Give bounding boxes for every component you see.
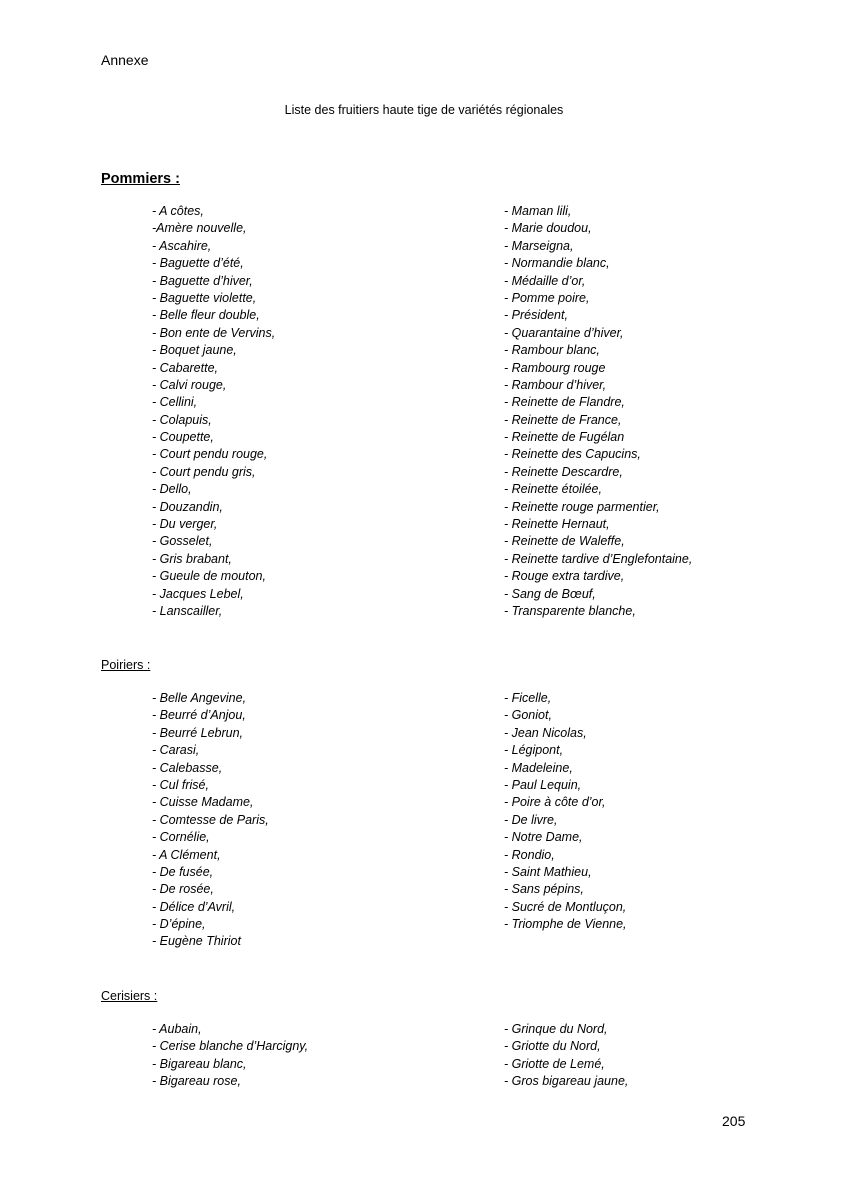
- list-item: - Dello,: [152, 482, 192, 497]
- list-item: - Calebasse,: [152, 760, 223, 775]
- list-item: - Gosselet,: [152, 534, 213, 549]
- list-item: - Calvi rouge,: [152, 377, 227, 392]
- list-item: - Belle fleur double,: [152, 308, 260, 323]
- list-item: - De fusée,: [152, 864, 214, 879]
- poiriers-list-right: [504, 690, 627, 933]
- list-item: - Reinette étoilée,: [504, 482, 602, 497]
- list-item: - Transparente blanche,: [504, 603, 636, 618]
- list-item: - Médaille d’or,: [504, 273, 586, 288]
- list-item: - Goniot,: [504, 708, 552, 723]
- list-item: - Gris brabant,: [152, 551, 232, 566]
- list-item: - Sucré de Montluçon,: [504, 899, 627, 914]
- list-item: - Ficelle,: [504, 691, 552, 705]
- list-item: - Reinette de France,: [504, 412, 622, 427]
- section-heading-cerisiers: Cerisiers :: [101, 989, 158, 1003]
- list-item: - Cornélie,: [152, 830, 210, 845]
- list-item: - Carasi,: [152, 743, 200, 758]
- list-item: - A côtes,: [152, 204, 204, 218]
- list-item: - Beurré Lebrun,: [152, 725, 244, 740]
- cerisiers-list-right: [504, 1021, 628, 1091]
- list-item: - A Clément,: [152, 847, 221, 862]
- list-item: - Beurré d’Anjou,: [152, 708, 246, 723]
- list-item: - Court pendu gris,: [152, 464, 256, 479]
- list-item: - Gros bigareau jaune,: [504, 1074, 629, 1089]
- list-item: - Quarantaine d’hiver,: [504, 325, 624, 340]
- cerisiers-list-left: [152, 1021, 308, 1091]
- list-item: - Rambour blanc,: [504, 343, 600, 358]
- list-item: - Pomme poire,: [504, 290, 590, 305]
- list-item: - Madeleine,: [504, 760, 573, 775]
- list-item: - Du verger,: [152, 517, 218, 532]
- list-item: - Aubain,: [152, 1022, 202, 1036]
- list-item: - Légipont,: [504, 743, 564, 758]
- list-item: - Baguette d’hiver,: [152, 273, 253, 288]
- list-item: - Gueule de mouton,: [152, 569, 266, 584]
- list-item: - Bon ente de Vervins,: [152, 325, 276, 340]
- list-item: - Grinque du Nord,: [504, 1022, 608, 1036]
- list-item: - Court pendu rouge,: [152, 447, 268, 462]
- list-item: - Marseigna,: [504, 238, 574, 253]
- list-item: - Griotte de Lemé,: [504, 1056, 605, 1071]
- list-item: - Reinette Descardre,: [504, 464, 623, 479]
- document-title-text: Liste des fruitiers haute tige de variétés régionales: [284, 103, 564, 117]
- list-item: - Eugène Thiriot: [152, 934, 241, 949]
- list-item: - Marie doudou,: [504, 221, 592, 236]
- list-item: - Maman lili,: [504, 204, 572, 218]
- list-item: - Sans pépins,: [504, 882, 584, 897]
- list-item: - Délice d’Avril,: [152, 899, 236, 914]
- list-item: - Rambour d’hiver,: [504, 377, 607, 392]
- document-title: [0, 101, 848, 119]
- list-item: - Rondio,: [504, 847, 555, 862]
- list-item: - Griotte du Nord,: [504, 1039, 601, 1054]
- page-header: Annexe: [101, 52, 149, 68]
- list-item: - Rouge extra tardive,: [504, 569, 625, 584]
- list-item: - Belle Angevine,: [152, 691, 247, 705]
- list-item: - De rosée,: [152, 882, 214, 897]
- list-item: - Rambourg rouge: [504, 360, 606, 375]
- pommiers-list-right: [504, 203, 692, 620]
- list-item: - Cuisse Madame,: [152, 795, 254, 810]
- list-item: - Normandie blanc,: [504, 256, 610, 271]
- page-number: 205: [722, 1113, 746, 1129]
- list-item: - Ascahire,: [152, 238, 212, 253]
- list-item: - Cerise blanche d’Harcigny,: [152, 1039, 309, 1054]
- list-item: - Bigareau rose,: [152, 1074, 241, 1089]
- list-item: - Comtesse de Paris,: [152, 812, 269, 827]
- list-item: - Reinette de Fugélan: [504, 430, 625, 445]
- list-item: - Sang de Bœuf,: [504, 586, 596, 601]
- list-item: - Cabarette,: [152, 360, 219, 375]
- list-item: - Reinette rouge parmentier,: [504, 499, 660, 514]
- list-item: - Colapuis,: [152, 412, 212, 427]
- pommiers-list-left: [152, 203, 275, 620]
- list-item: - Boquet jaune,: [152, 343, 237, 358]
- list-item: -Amère nouvelle,: [152, 221, 247, 236]
- list-item: - Saint Mathieu,: [504, 864, 592, 879]
- list-item: - Bigareau blanc,: [152, 1056, 247, 1071]
- list-item: - Paul Lequin,: [504, 777, 582, 792]
- list-item: - Jacques Lebel,: [152, 586, 244, 601]
- list-item: - Douzandin,: [152, 499, 223, 514]
- list-item: - Notre Dame,: [504, 830, 583, 845]
- poiriers-list-left: [152, 690, 269, 951]
- section-heading-pommiers: Pommiers :: [101, 171, 180, 187]
- list-item: - Cul frisé,: [152, 777, 209, 792]
- list-item: - Président,: [504, 308, 568, 323]
- list-item: - Baguette d’été,: [152, 256, 244, 271]
- section-heading-poiriers: Poiriers :: [101, 658, 151, 672]
- list-item: - Reinette des Capucins,: [504, 447, 641, 462]
- list-item: - Coupette,: [152, 430, 214, 445]
- list-item: - Reinette de Flandre,: [504, 395, 625, 410]
- list-item: - Lanscailler,: [152, 603, 223, 618]
- list-item: - Baguette violette,: [152, 290, 257, 305]
- list-item: - Poire à côte d’or,: [504, 795, 606, 810]
- list-item: - Jean Nicolas,: [504, 725, 587, 740]
- list-item: - Reinette tardive d’Englefontaine,: [504, 551, 693, 566]
- list-item: - Reinette de Waleffe,: [504, 534, 625, 549]
- list-item: - Reinette Hernaut,: [504, 517, 610, 532]
- list-item: - De livre,: [504, 812, 558, 827]
- list-item: - Cellini,: [152, 395, 198, 410]
- list-item: - D’épine,: [152, 917, 206, 932]
- list-item: - Triomphe de Vienne,: [504, 917, 627, 932]
